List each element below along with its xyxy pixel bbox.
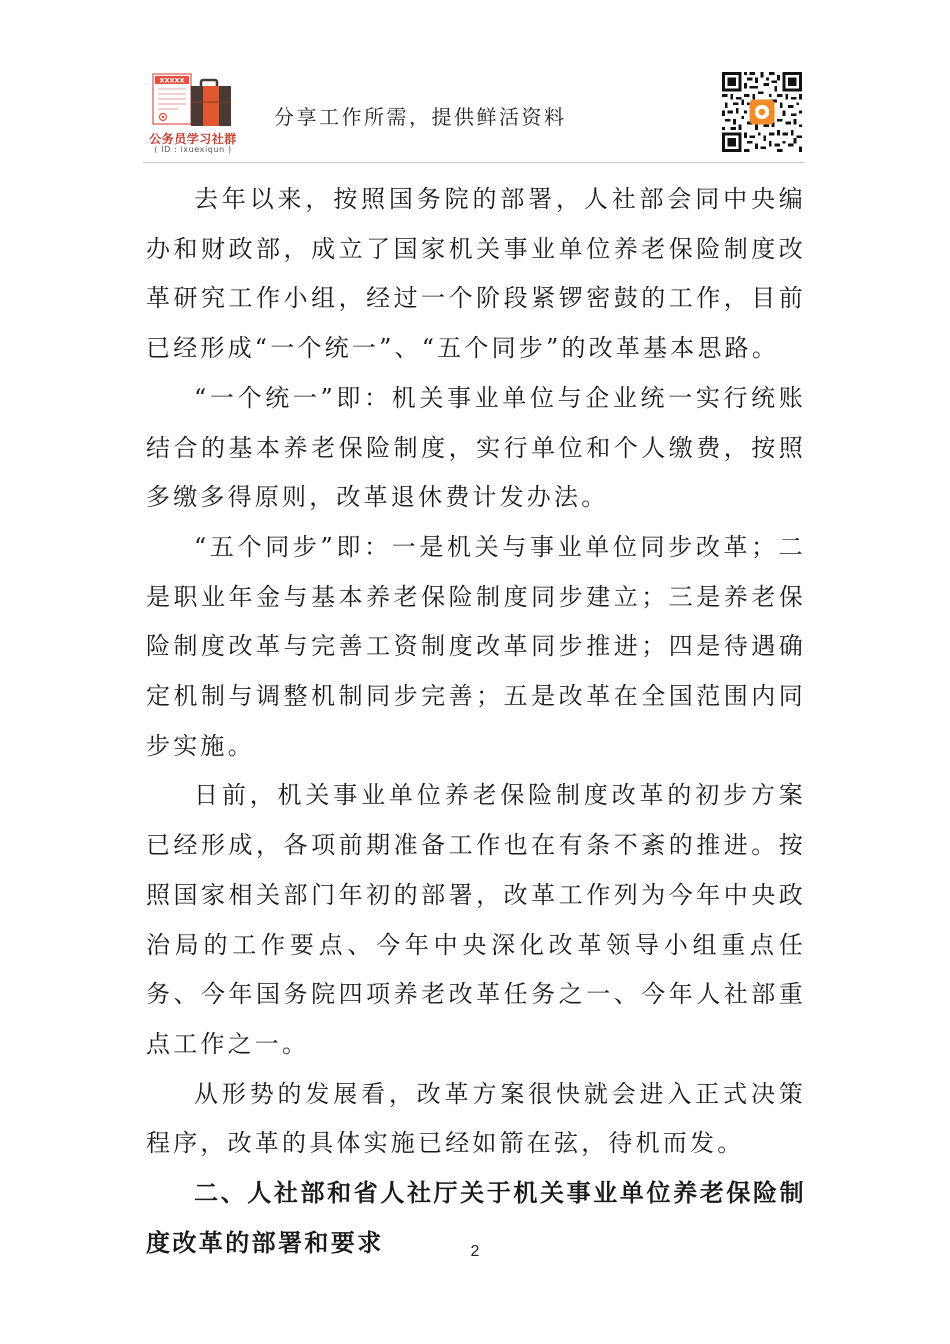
qr-code-icon (722, 72, 802, 152)
body-paragraph-2: “一个统一”即：机关事业单位与企业统一实行统账结合的基本养老保险制度，实行单位和个人缴费，按照多缴多得原则，改革退休费计发办法。 (146, 383, 806, 512)
page-header (0, 0, 950, 170)
community-logo (143, 72, 243, 158)
body-paragraph-3: “五个同步”即：一是机关与事业单位同步改革；二是职业年金与基本养老保险制度同步建立；三是养老保险制度改革与完善工资制度改革同步推进；四是待遇确定机制与调整机制同步完善；五是改革在全国范围内同步实施。 (146, 532, 806, 760)
body-paragraph-5: 从形势的发展看，改革方案很快就会进入正式决策程序，改革的具体实施已经如箭在弦，待机而发。 (146, 1079, 806, 1158)
document-briefcase-icon (149, 72, 237, 130)
logo-badge-text: XXXXX (159, 76, 185, 85)
logo-name: 公务员学习社群 (149, 132, 237, 146)
body-paragraph-1: 去年以来，按照国务院的部署，人社部会同中央编办和财政部，成立了国家机关事业单位养老保险制度改革研究工作小组，经过一个阶段紧锣密鼓的工作，目前已经形成“一个统一”、“五个同步”的改革基本思路。 (146, 185, 806, 363)
logo-id: ( ID : ixuexiqun ) (154, 145, 232, 154)
header-tagline: 分享工作所需，提供鲜活资料 (274, 105, 567, 129)
page-number: 2 (470, 1243, 480, 1260)
section-heading: 二、人社部和省人社厅关于机关事业单位养老保险制度改革的部署和要求 (146, 1179, 806, 1257)
body-paragraph-4: 日前，机关事业单位养老保险制度改革的初步方案已经形成，各项前期准备工作也在有条不紊的推进。按照国家相关部门年初的部署，改革工作列为今年中央政治局的工作要点、今年中央深化改革领导小组重点任务、今年国务院四项养老改革任务之一、今年人社部重点工作之一。 (146, 781, 806, 1058)
document-body (146, 175, 806, 1268)
header-divider (143, 162, 805, 163)
